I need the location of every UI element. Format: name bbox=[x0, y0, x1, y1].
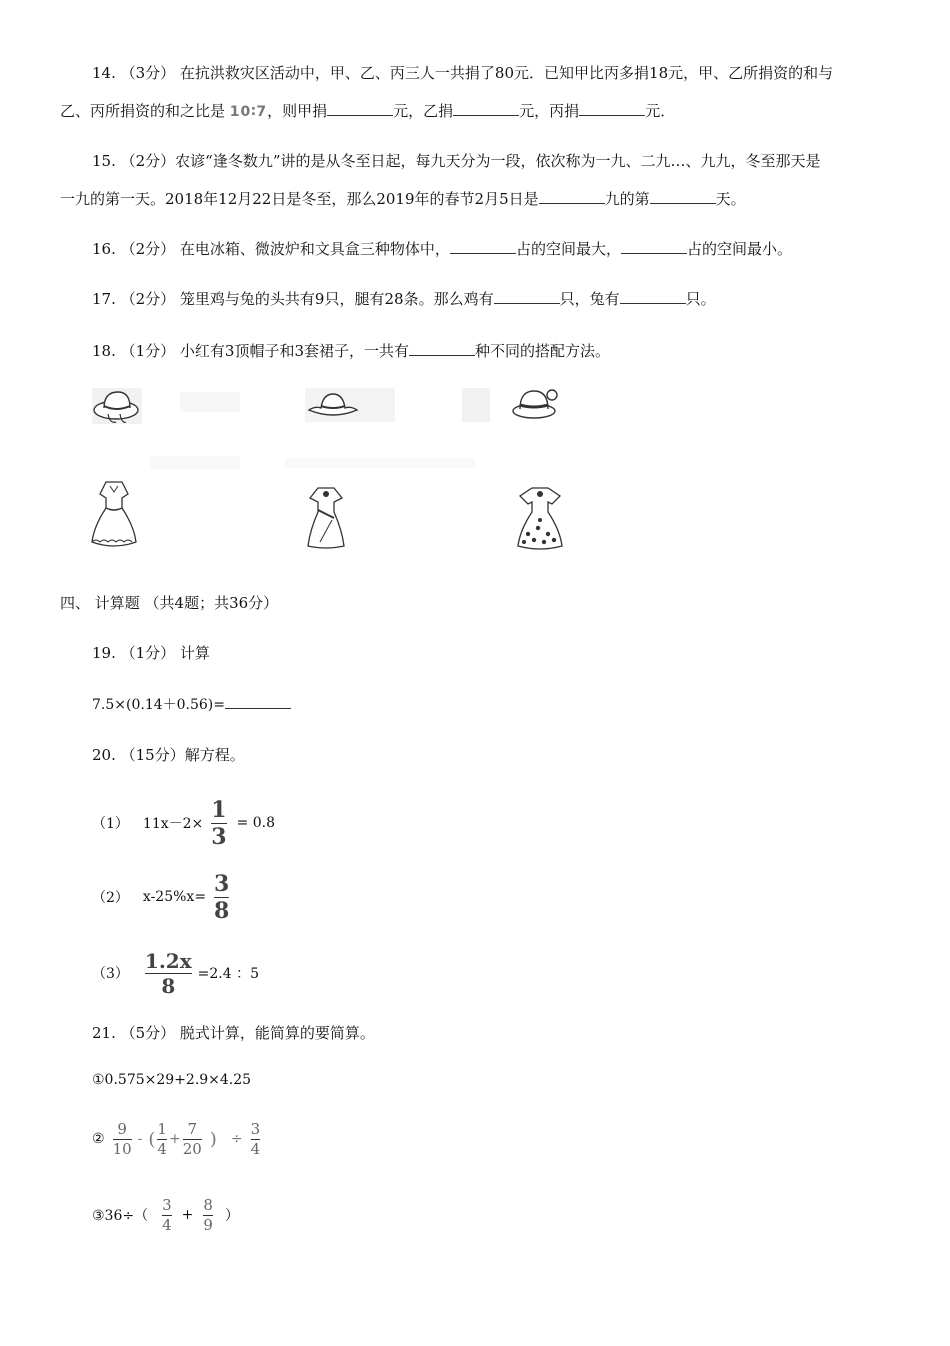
q21-e2-frac-4 bbox=[250, 1119, 261, 1158]
q16-text-b: 占的空间最大， bbox=[515, 240, 621, 258]
q20-p2-fraction bbox=[214, 870, 230, 924]
q21-e2-frac-2 bbox=[157, 1119, 167, 1158]
q20-title: 20. （15分）解方程。 bbox=[92, 746, 245, 764]
q21-title: 21. （5分） 脱式计算，能简算的要简算。 bbox=[92, 1024, 375, 1042]
q17-blank-2[interactable] bbox=[620, 289, 686, 304]
q18 bbox=[92, 340, 610, 361]
q15-text-mid: 九的第 bbox=[604, 190, 650, 208]
q21-expr-3 bbox=[92, 1190, 239, 1240]
q17-text-b: 只，兔有 bbox=[559, 290, 620, 308]
q21-e2-n3: 7 bbox=[187, 1119, 198, 1138]
q21-e2-lparen: ( bbox=[148, 1128, 156, 1150]
q16-blank-2[interactable] bbox=[621, 239, 687, 254]
dress-2-icon bbox=[302, 484, 350, 550]
q20-p3-num: 1.2x bbox=[144, 948, 192, 973]
q19-blank[interactable] bbox=[225, 694, 291, 709]
q16 bbox=[92, 238, 792, 259]
q14-line1: 14. （3分） 在抗洪救灾区活动中，甲、乙、丙三人一共捐了80元．已知甲比丙多捐18元，甲、乙所捐资的和与 bbox=[92, 64, 834, 82]
q21-e2-n1: 9 bbox=[117, 1119, 127, 1138]
hat-1-icon bbox=[92, 384, 146, 428]
q16-text-a: 16. （2分） 在电冰箱、微波炉和文具盒三种物体中， bbox=[92, 240, 450, 258]
q17-text-c: 只。 bbox=[685, 290, 716, 308]
q17-text-a: 17. （2分） 笼里鸡与兔的头共有9只，腿有28条。那么鸡有 bbox=[92, 290, 494, 308]
q14-text-a: 乙、丙所捐资的和之比是 bbox=[60, 102, 226, 120]
hat-3-icon bbox=[510, 383, 562, 423]
q20-p1-right: = 0.8 bbox=[236, 815, 276, 831]
q14-blank-1[interactable] bbox=[327, 101, 393, 116]
q21-e3-n2: 8 bbox=[203, 1195, 213, 1214]
q21-e2-frac-1 bbox=[112, 1119, 132, 1158]
q21-e2-minus: - bbox=[137, 1131, 143, 1147]
q20-p2-label: （2） bbox=[92, 890, 129, 906]
q14-ratio: 10∶7 bbox=[229, 104, 268, 120]
q20-part1 bbox=[92, 788, 275, 858]
q17 bbox=[92, 288, 716, 309]
q20-p2-den: 8 bbox=[214, 897, 230, 924]
q20-part2 bbox=[92, 862, 229, 932]
hat-2-icon bbox=[305, 386, 361, 422]
q21-e3-frac-1 bbox=[162, 1195, 172, 1234]
q21-e2-frac-3 bbox=[182, 1119, 202, 1158]
dress-3-icon bbox=[512, 484, 568, 550]
q19-expr-line bbox=[92, 694, 291, 714]
q15-line2 bbox=[60, 188, 746, 209]
q21-e3-plus: + bbox=[181, 1207, 194, 1223]
q20-p1-left: 11x－2× bbox=[142, 816, 204, 832]
q21-e3-frac-2 bbox=[203, 1195, 213, 1234]
q21-e3-left: ③36÷（ bbox=[92, 1208, 149, 1224]
section-4-heading: 四、 计算题 （共4题；共36分） bbox=[60, 594, 279, 612]
q14-unit-3: 元． bbox=[645, 102, 676, 120]
q15-text-a: 一九的第一天。2018年12月22日是冬至，那么2019年的春节2月5日是 bbox=[60, 190, 539, 208]
q20-p2-left: x-25%x= bbox=[142, 889, 207, 905]
q21-e2-d3: 20 bbox=[182, 1139, 202, 1158]
q20-part3 bbox=[92, 938, 259, 1008]
q21-e3-rparen: ） bbox=[224, 1208, 239, 1224]
q21-expr-2 bbox=[92, 1114, 260, 1164]
q21-e3-d2: 9 bbox=[203, 1215, 213, 1234]
q15-blank-2[interactable] bbox=[650, 189, 716, 204]
q20-p3-label: （3） bbox=[92, 966, 129, 982]
q14-blank-2[interactable] bbox=[453, 101, 519, 116]
q15-line1: 15. （2分）农谚“逢冬数九”讲的是从冬至日起，每九天分为一段，依次称为一九、二九…、九九，冬至那天是 bbox=[92, 152, 821, 170]
q21-e2-d4: 4 bbox=[250, 1139, 261, 1158]
q21-e2-n2: 1 bbox=[157, 1119, 167, 1138]
q18-blank-1[interactable] bbox=[409, 341, 475, 356]
q17-blank-1[interactable] bbox=[494, 289, 560, 304]
q21-e3-d1: 4 bbox=[162, 1215, 172, 1234]
q18-text-a: 18. （1分） 小红有3顶帽子和3套裙子，一共有 bbox=[92, 342, 410, 360]
q15-blank-1[interactable] bbox=[539, 189, 605, 204]
dress-1-icon bbox=[88, 478, 140, 550]
q21-e2-plus: + bbox=[168, 1131, 181, 1147]
q19-title: 19. （1分） 计算 bbox=[92, 644, 210, 662]
q21-e2-label: ② bbox=[92, 1131, 105, 1147]
q14-line2 bbox=[60, 100, 675, 121]
q20-p3-right: =2.4 ：5 bbox=[197, 966, 259, 982]
q14-unit-1: 元，乙捐 bbox=[393, 102, 454, 120]
q20-p1-fraction bbox=[211, 796, 227, 850]
q21-e3-n1: 3 bbox=[162, 1195, 172, 1214]
q20-p1-label: （1） bbox=[92, 816, 129, 832]
q18-text-b: 种不同的搭配方法。 bbox=[475, 342, 611, 360]
scan-noise bbox=[180, 392, 240, 412]
scan-noise bbox=[150, 456, 240, 470]
q21-expr-1: ①0.575×29+2.9×4.25 bbox=[92, 1072, 252, 1088]
q20-p3-den: 8 bbox=[161, 973, 176, 998]
q21-e2-n4: 3 bbox=[250, 1119, 261, 1138]
q14-text-b: ，则甲捐 bbox=[267, 102, 328, 120]
q20-p2-num: 3 bbox=[214, 870, 230, 897]
q20-p3-fraction bbox=[144, 948, 192, 998]
q15-text-end: 天。 bbox=[715, 190, 746, 208]
q14-unit-2: 元，丙捐 bbox=[519, 102, 580, 120]
q19-expr: 7.5×(0.14＋0.56)= bbox=[92, 697, 225, 713]
q21-e2-rparen: ) bbox=[209, 1128, 217, 1150]
q14-blank-3[interactable] bbox=[579, 101, 645, 116]
q16-text-c: 占的空间最小。 bbox=[686, 240, 792, 258]
q21-e2-div: ÷ bbox=[230, 1131, 243, 1147]
scan-noise bbox=[285, 458, 475, 468]
q20-p1-num: 1 bbox=[211, 796, 227, 823]
q21-e2-d2: 4 bbox=[157, 1139, 167, 1158]
q21-e2-d1: 10 bbox=[112, 1139, 132, 1158]
q16-blank-1[interactable] bbox=[450, 239, 516, 254]
q20-p1-den: 3 bbox=[211, 823, 227, 850]
scan-noise bbox=[462, 388, 490, 422]
